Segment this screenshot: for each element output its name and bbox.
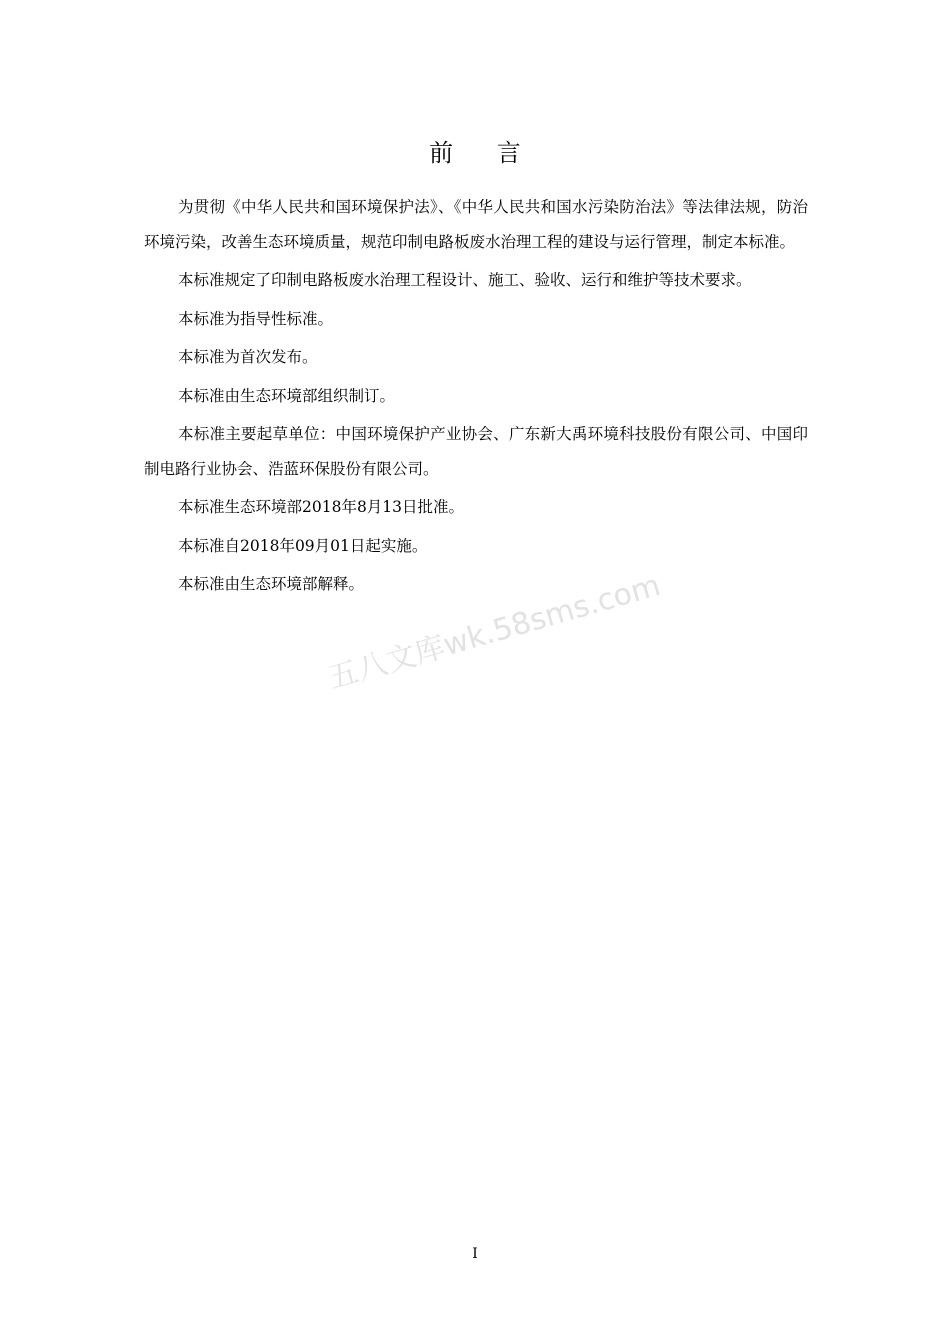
paragraph-interpretation: 本标准由生态环境部解释。 (178, 575, 365, 593)
paragraph-drafters: 本标准主要起草单位：中国环境保护产业协会、广东新大禹环境科技股份有限公司、中国印制电路行业协会、浩蓝环保股份有限公司。 (144, 425, 808, 478)
paragraph-organizer: 本标准由生态环境部组织制订。 (178, 386, 396, 405)
paragraph-purpose: 为贯彻《中华人民共和国环境保护法》、《中华人民共和国水污染防治法》等法律法规，防治环境污染，改善生态环境质量，规范印制电路板废水治理工程的建设与运行管理，制定本标准。 (144, 198, 808, 251)
watermark: 五八文库wk.58sms.com (324, 567, 665, 697)
paragraph-effective-date: 本标准自2018年09月01日起实施。 (178, 536, 428, 555)
page-title: 前 言 (429, 139, 539, 167)
paragraph-nature: 本标准为指导性标准。 (178, 309, 334, 328)
paragraph-scope: 本标准规定了印制电路板废水治理工程设计、施工、验收、运行和维护等技术要求。 (178, 271, 752, 289)
paragraph-approval: 本标准生态环境部2018年8月13日批准。 (178, 498, 465, 516)
page-number: I (472, 1246, 478, 1262)
foreword-body (144, 190, 808, 606)
paragraph-first-release: 本标准为首次发布。 (178, 348, 318, 366)
